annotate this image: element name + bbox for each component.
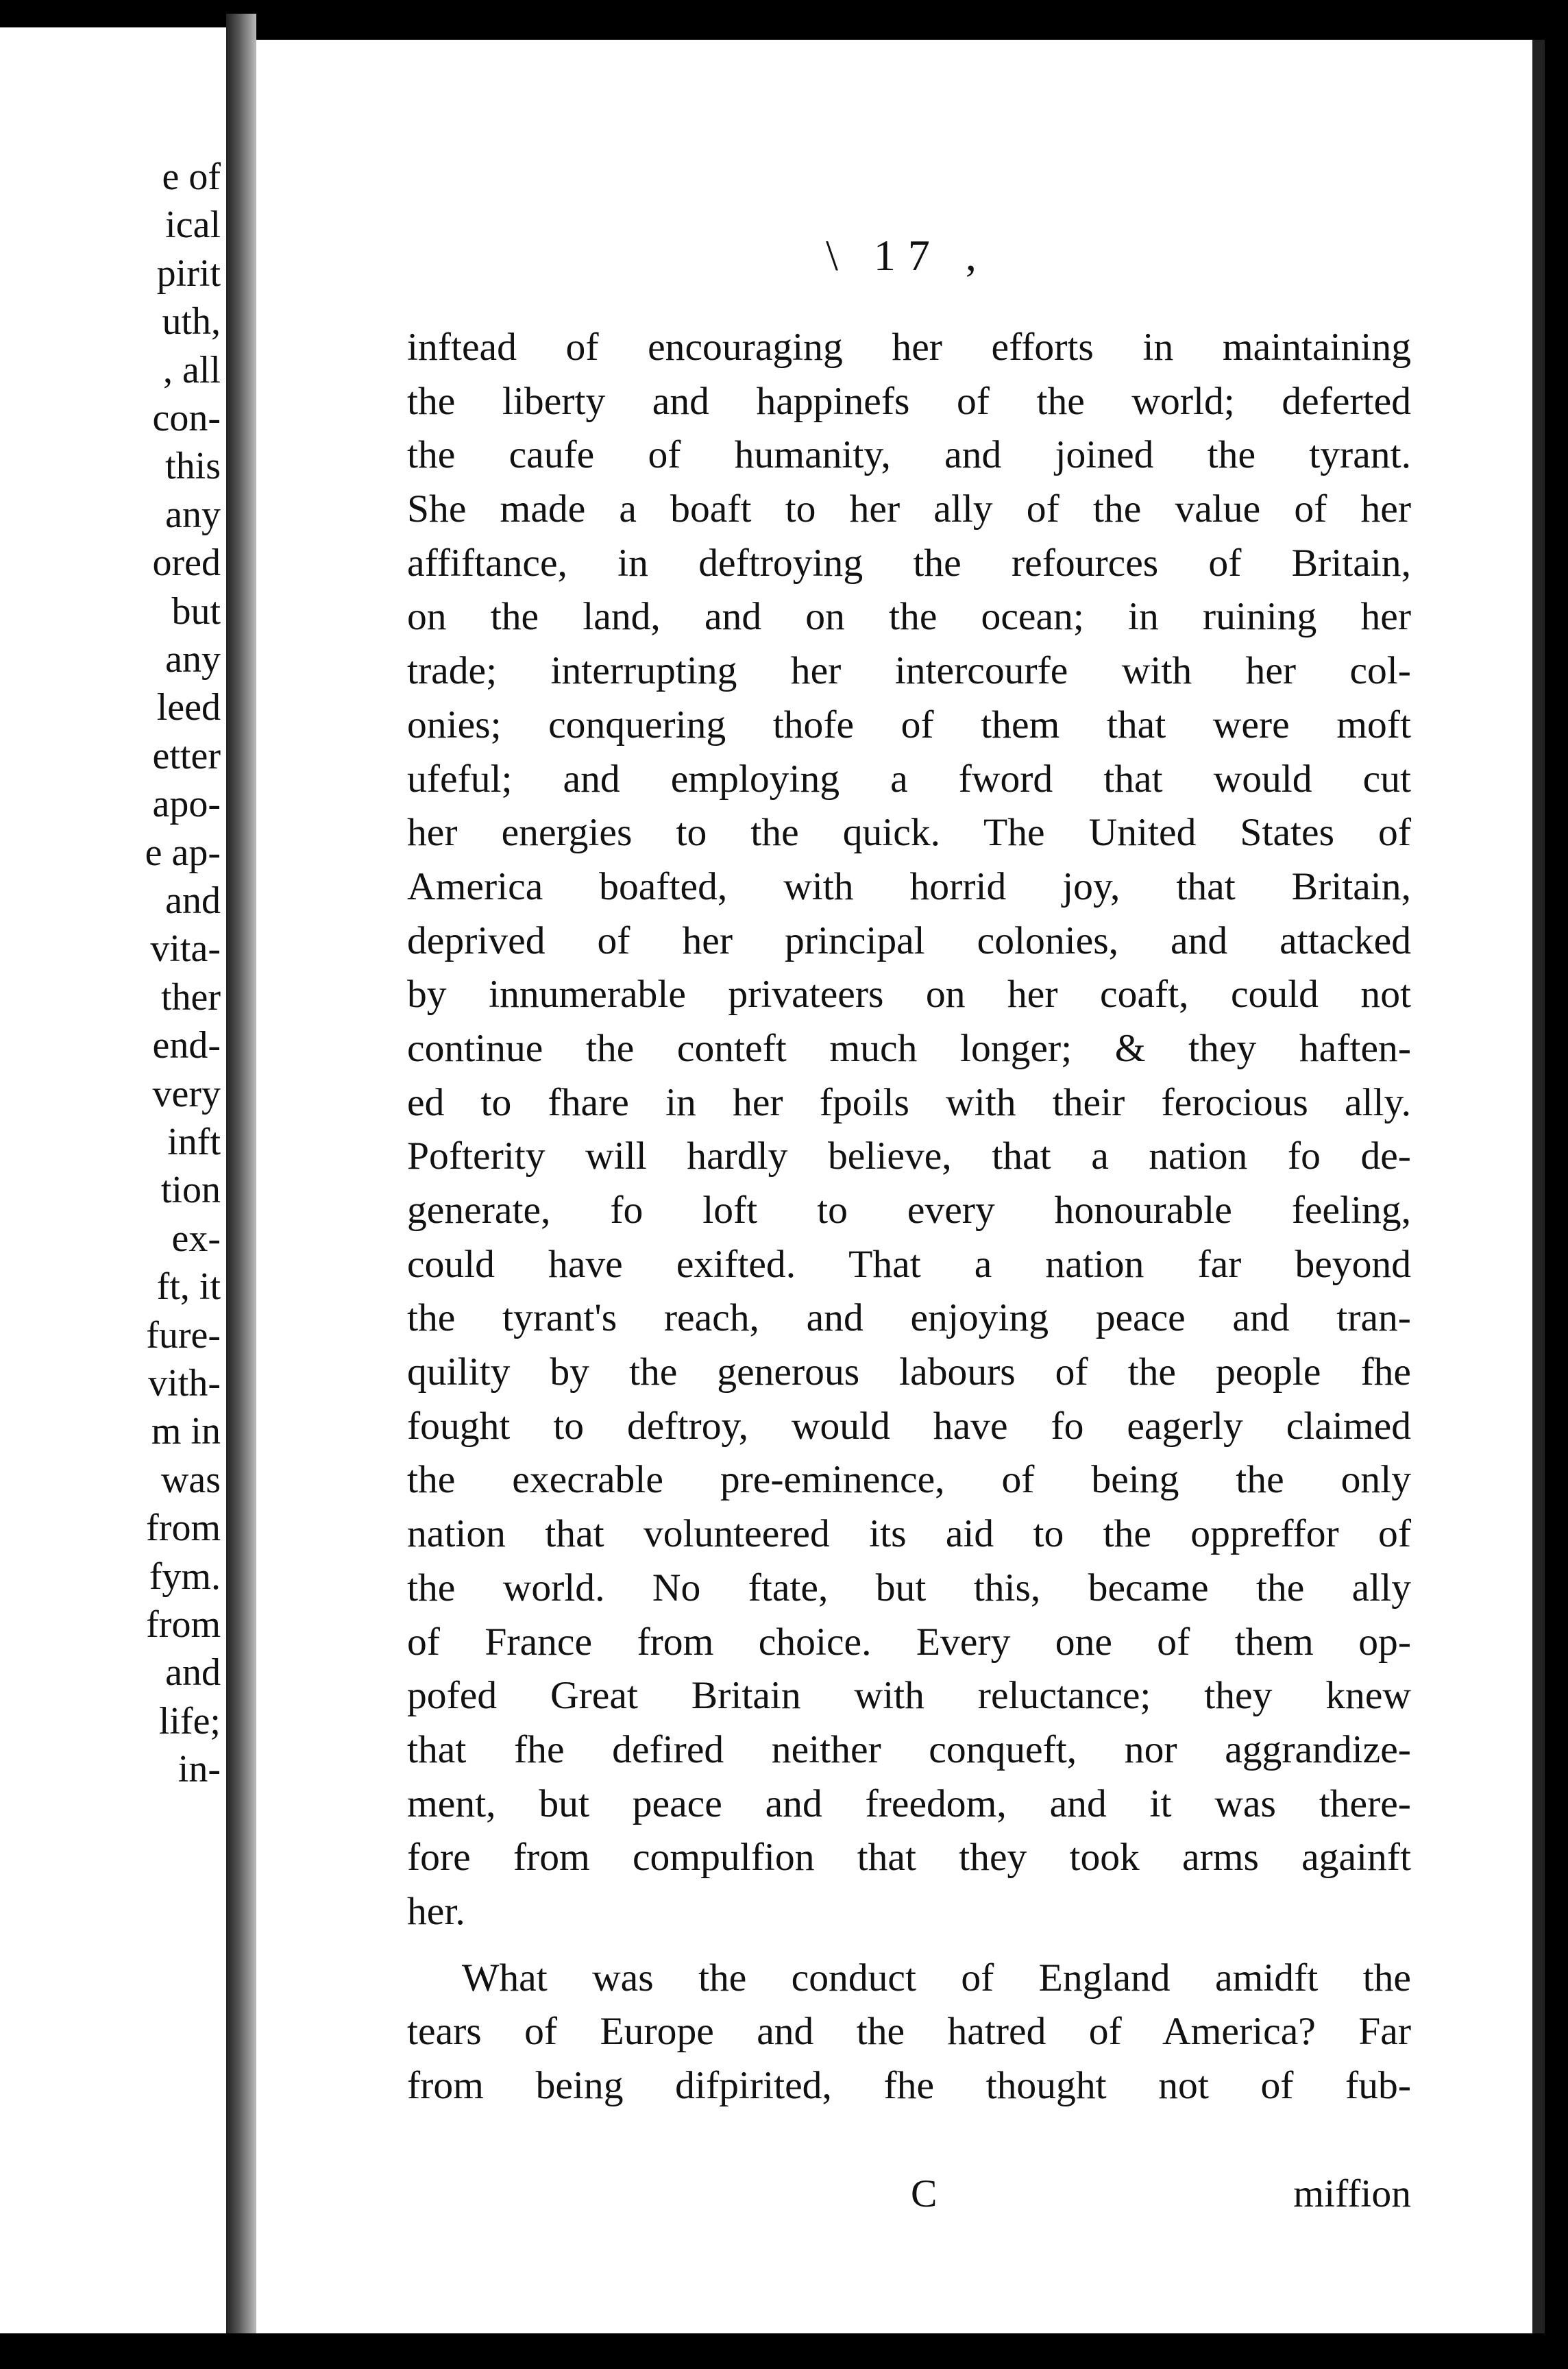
text-line: inftead of encouraging her efforts in maintaining — [407, 326, 1411, 369]
left-page-fragment: ft, it — [156, 1265, 221, 1309]
text-line: her. — [407, 1889, 465, 1933]
left-page-fragment: and — [165, 1651, 221, 1694]
left-page-fragment: vith- — [148, 1362, 221, 1405]
left-page-fragment: ored — [152, 542, 221, 585]
left-page-fragment: any — [165, 493, 221, 536]
text-line: ment, but peace and freedom, and it was there- — [407, 1782, 1411, 1825]
text-line: affiftance, in deftroying the refources of Britain, — [407, 541, 1411, 585]
text-line: fore from compulfion that they took arms againft — [407, 1836, 1411, 1880]
text-line: onies; conquering thofe of them that were moft — [407, 703, 1411, 746]
text-line: the world. No ftate, but this, became the ally — [407, 1566, 1411, 1609]
left-page-fragment: e of — [162, 156, 221, 198]
body-text — [407, 321, 1411, 2113]
text-line: pofed Great Britain with reluctance; they knew — [407, 1674, 1411, 1718]
left-page-fragment: in- — [177, 1748, 221, 1791]
left-page-edge — [0, 27, 233, 2344]
text-line: tears of Europe and the hatred of America? Far — [407, 2010, 1411, 2054]
left-page-fragment: apo- — [152, 783, 221, 826]
left-page-fragment: m in — [151, 1410, 221, 1453]
left-page-fragment: any — [165, 638, 221, 681]
text-line: What was the conduct of England amidft the — [462, 1956, 1411, 2000]
right-page — [256, 40, 1545, 2333]
left-page-fragment: was — [160, 1458, 221, 1501]
text-line: on the land, and on the ocean; in ruining her — [407, 595, 1411, 639]
left-page-fragment: fure- — [146, 1313, 221, 1357]
left-page-fragment: but — [171, 590, 221, 633]
text-line: the liberty and happinefs of the world; deferted — [407, 379, 1411, 423]
text-line: ed to fhare in her fpoils with their ferocious ally. — [407, 1080, 1411, 1124]
text-line: Pofterity will hardly believe, that a nation fo de- — [407, 1134, 1411, 1178]
left-page-fragment: life; — [158, 1699, 221, 1742]
text-line: from being difpirited, fhe thought not of fub- — [407, 2064, 1411, 2107]
text-line: nation that volunteered its aid to the oppreffor of — [407, 1512, 1411, 1556]
left-page-fragment: and — [165, 879, 221, 922]
left-page-fragment: ical — [165, 204, 221, 247]
left-page-fragment: end- — [152, 1024, 221, 1067]
book-gutter — [226, 14, 256, 2358]
page-footer — [407, 2172, 1411, 2226]
text-line: the tyrant's reach, and enjoying peace and tran- — [407, 1296, 1411, 1340]
left-page-fragment: leed — [156, 686, 221, 729]
left-page-fragment: this — [165, 445, 221, 488]
paragraph-gap — [407, 1939, 1411, 1952]
text-line: America boafted, with horrid joy, that Britain, — [407, 864, 1411, 908]
text-line: deprived of her principal colonies, and attacked — [407, 919, 1411, 962]
catchword: miffion — [1293, 2172, 1411, 2215]
paragraph — [407, 1952, 1411, 2113]
left-page-fragment: e ap- — [145, 831, 221, 874]
text-line: trade; interrupting her intercourfe with her col- — [407, 649, 1411, 693]
text-line: by innumerable privateers on her coaft, could not — [407, 973, 1411, 1017]
left-page-fragment: very — [152, 1072, 221, 1115]
left-page-fragment: etter — [152, 734, 221, 777]
left-page-fragment: vita- — [150, 927, 221, 971]
text-line: the execrable pre-eminence, of being the only — [407, 1458, 1411, 1502]
left-page-fragment: inft — [167, 1121, 221, 1163]
text-line: that fhe defired neither conqueft, nor aggrandize- — [407, 1727, 1411, 1771]
text-line: of France from choice. Every one of them op- — [407, 1620, 1411, 1664]
left-page-fragment: fym. — [149, 1555, 221, 1598]
left-page-fragment: con- — [152, 397, 221, 439]
left-page-fragment: tion — [160, 1169, 221, 1212]
text-line: could have exifted. That a nation far beyond — [407, 1242, 1411, 1286]
left-page-fragment: , all — [163, 348, 221, 391]
page-number: \ 17 , — [826, 231, 989, 280]
text-line: generate, fo loft to every honourable feeling, — [407, 1189, 1411, 1232]
left-page-fragment: pirit — [156, 252, 221, 295]
left-page-fragment: ex- — [171, 1217, 221, 1260]
text-line: her energies to the quick. The United States of — [407, 811, 1411, 855]
left-page-fragment: from — [146, 1507, 221, 1550]
signature-mark: C — [911, 2172, 938, 2215]
left-page-fragment: ther — [160, 975, 221, 1019]
text-line: She made a boaft to her ally of the value of her — [407, 487, 1411, 531]
text-line: continue the conteft much longer; & they haften- — [407, 1026, 1411, 1070]
text-line: ufeful; and employing a fword that would cut — [407, 757, 1411, 801]
scan-bottom-edge — [0, 2333, 1568, 2369]
text-line: the caufe of humanity, and joined the tyrant. — [407, 433, 1411, 477]
left-page-fragment: uth, — [162, 300, 221, 343]
text-line: fought to deftroy, would have fo eagerly claimed — [407, 1404, 1411, 1448]
paragraph — [407, 321, 1411, 1939]
text-line: quility by the generous labours of the people fhe — [407, 1350, 1411, 1394]
left-page-fragment: from — [146, 1603, 221, 1646]
